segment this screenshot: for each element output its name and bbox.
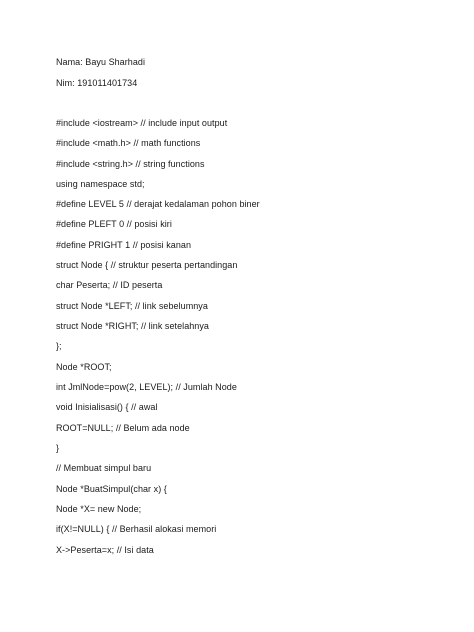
code-line: int JmlNode=pow(2, LEVEL); // Jumlah Node: [56, 382, 237, 392]
code-line: char Peserta; // ID peserta: [56, 280, 163, 290]
code-line: };: [56, 341, 62, 351]
code-line: if(X!=NULL) { // Berhasil alokasi memori: [56, 524, 217, 534]
code-line: // Membuat simpul baru: [56, 463, 152, 473]
code-line: ROOT=NULL; // Belum ada node: [56, 423, 190, 433]
code-line: X->Peserta=x; // Isi data: [56, 545, 154, 555]
code-line: Node *X= new Node;: [56, 504, 142, 514]
code-line: #include <math.h> // math functions: [56, 138, 201, 148]
code-line: #include <iostream> // include input output: [56, 118, 228, 128]
code-line: #define LEVEL 5 // derajat kedalaman pohon biner: [56, 199, 260, 209]
code-line: Node *BuatSimpul(char x) {: [56, 484, 167, 494]
code-line: #define PLEFT 0 // posisi kiri: [56, 219, 172, 229]
code-line: using namespace std;: [56, 179, 145, 189]
code-line: #include <string.h> // string functions: [56, 159, 205, 169]
code-line: void Inisialisasi() { // awal: [56, 402, 158, 412]
author-name: Nama: Bayu Sharhadi: [56, 57, 145, 67]
code-line: struct Node { // struktur peserta pertandingan: [56, 260, 238, 270]
code-line: Node *ROOT;: [56, 362, 112, 372]
code-line: struct Node *LEFT; // link sebelumnya: [56, 301, 208, 311]
student-id: Nim: 191011401734: [56, 78, 138, 88]
code-line: }: [56, 443, 60, 453]
code-line: #define PRIGHT 1 // posisi kanan: [56, 240, 192, 250]
code-line: struct Node *RIGHT; // link setelahnya: [56, 321, 209, 331]
